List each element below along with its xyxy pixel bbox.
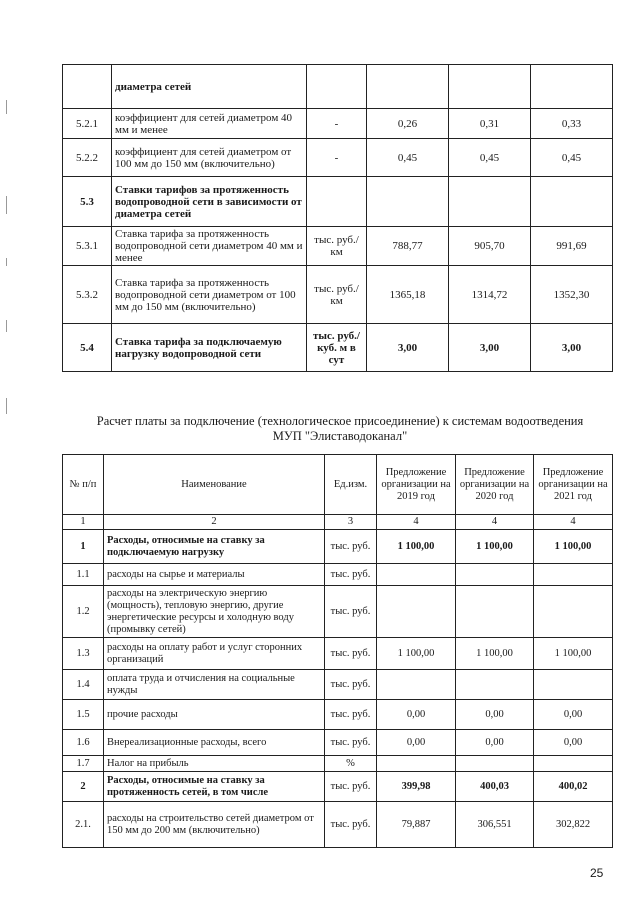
row-number: 1.5 (63, 700, 104, 730)
row-name: прочие расходы (104, 700, 325, 730)
value-2019: 79,887 (377, 802, 456, 848)
value-2020 (456, 564, 534, 586)
value-2020: 3,00 (449, 324, 531, 372)
value-2021: 1 100,00 (534, 530, 613, 564)
row-name: Внереализационные расходы, всего (104, 730, 325, 756)
row-number: 1.1 (63, 564, 104, 586)
row-name: Ставка тарифа за подключаемую нагрузку водопроводной сети (112, 324, 307, 372)
value-2020: 0,00 (456, 700, 534, 730)
value-2021 (534, 564, 613, 586)
row-unit: тыс. руб. (325, 530, 377, 564)
row-unit: тыс. руб. (325, 670, 377, 700)
value-2021 (531, 177, 613, 227)
value-2020: 1314,72 (449, 266, 531, 324)
table-row (63, 586, 613, 638)
row-name: коэффициент для сетей диаметром от 100 мм до 150 мм (включительно) (112, 139, 307, 177)
row-name: Ставка тарифа за протяженность водопроводной сети диаметром 40 мм и менее (112, 227, 307, 266)
table-row (63, 756, 613, 772)
section-title-line1: Расчет платы за подключение (технологическое присоединение) к системам водоотведения (96, 414, 584, 428)
row-unit (307, 65, 367, 109)
binding-marks (0, 0, 20, 905)
header-name: Наименование (104, 455, 325, 515)
index-cell: 2 (104, 515, 325, 530)
row-number: 5.3.2 (63, 266, 112, 324)
row-name: расходы на оплату работ и услуг сторонних организаций (104, 638, 325, 670)
row-name: расходы на электрическую энергию (мощность), тепловую энергию, другие энергетические ресурсы и холодную воду (промывку сетей) (104, 586, 325, 638)
row-number (63, 65, 112, 109)
row-unit: тыс. руб./ куб. м в сут (307, 324, 367, 372)
table-row (63, 177, 613, 227)
value-2020: 0,45 (449, 139, 531, 177)
value-2019 (377, 586, 456, 638)
value-2020: 1 100,00 (456, 530, 534, 564)
row-name: Расходы, относимые на ставку за протяженность сетей, в том числе (104, 772, 325, 802)
row-number: 5.3.1 (63, 227, 112, 266)
value-2019: 1 100,00 (377, 530, 456, 564)
value-2019 (377, 564, 456, 586)
row-name: Расходы, относимые на ставку за подключаемую нагрузку (104, 530, 325, 564)
row-name: коэффициент для сетей диаметром 40 мм и менее (112, 109, 307, 139)
row-unit (307, 177, 367, 227)
row-unit: тыс. руб. (325, 638, 377, 670)
header-2021: Предложение организации на 2021 год (534, 455, 613, 515)
value-2019: 0,00 (377, 730, 456, 756)
value-2020: 905,70 (449, 227, 531, 266)
value-2021: 1352,30 (531, 266, 613, 324)
row-name: Ставки тарифов за протяженность водопроводной сети в зависимости от диаметра сетей (112, 177, 307, 227)
row-name: Налог на прибыль (104, 756, 325, 772)
row-number: 2.1. (63, 802, 104, 848)
index-row (63, 515, 613, 530)
value-2021: 0,00 (534, 730, 613, 756)
value-2021 (534, 756, 613, 772)
header-2020: Предложение организации на 2020 год (456, 455, 534, 515)
value-2021: 302,822 (534, 802, 613, 848)
table-row (63, 772, 613, 802)
value-2021: 0,45 (531, 139, 613, 177)
value-2019: 788,77 (367, 227, 449, 266)
value-2019: 0,00 (377, 700, 456, 730)
row-number: 1.2 (63, 586, 104, 638)
table-row (63, 730, 613, 756)
value-2020 (456, 670, 534, 700)
value-2021: 3,00 (531, 324, 613, 372)
header-unit: Ед.изм. (325, 455, 377, 515)
table-row (63, 109, 613, 139)
value-2019: 3,00 (367, 324, 449, 372)
index-cell: 3 (325, 515, 377, 530)
value-2019: 399,98 (377, 772, 456, 802)
row-name: диаметра сетей (112, 65, 307, 109)
value-2020: 0,00 (456, 730, 534, 756)
row-unit: тыс. руб. (325, 772, 377, 802)
row-number: 5.4 (63, 324, 112, 372)
value-2020 (449, 65, 531, 109)
row-unit: тыс. руб. (325, 564, 377, 586)
value-2019: 1365,18 (367, 266, 449, 324)
header-num: № п/п (63, 455, 104, 515)
index-cell: 4 (456, 515, 534, 530)
table-row (63, 700, 613, 730)
value-2019 (367, 177, 449, 227)
value-2020 (456, 586, 534, 638)
row-unit: тыс. руб. (325, 700, 377, 730)
row-unit: тыс. руб. (325, 586, 377, 638)
value-2019: 1 100,00 (377, 638, 456, 670)
table-row (63, 638, 613, 670)
table-row (63, 139, 613, 177)
page-number: 25 (590, 866, 604, 880)
row-name: оплата труда и отчисления на социальные нужды (104, 670, 325, 700)
value-2020: 306,551 (456, 802, 534, 848)
value-2019 (377, 670, 456, 700)
value-2021: 1 100,00 (534, 638, 613, 670)
value-2020: 400,03 (456, 772, 534, 802)
row-name: Ставка тарифа за протяженность водопроводной сети диаметром от 100 мм до 150 мм (включительно) (112, 266, 307, 324)
row-number: 2 (63, 772, 104, 802)
header-row (63, 455, 613, 515)
row-number: 5.2.2 (63, 139, 112, 177)
value-2021 (534, 586, 613, 638)
table-row (63, 670, 613, 700)
row-number: 5.3 (63, 177, 112, 227)
row-name: расходы на строительство сетей диаметром от 150 мм до 200 мм (включительно) (104, 802, 325, 848)
row-number: 1.7 (63, 756, 104, 772)
index-cell: 4 (534, 515, 613, 530)
value-2021: 0,33 (531, 109, 613, 139)
row-number: 1.6 (63, 730, 104, 756)
value-2021 (534, 670, 613, 700)
row-unit: - (307, 109, 367, 139)
value-2021 (531, 65, 613, 109)
row-unit: тыс. руб. (325, 802, 377, 848)
row-unit: % (325, 756, 377, 772)
section-title-line2: МУП "Элиставодоканал" (272, 429, 408, 443)
table-row (63, 65, 613, 109)
value-2019: 0,26 (367, 109, 449, 139)
value-2020: 1 100,00 (456, 638, 534, 670)
value-2021: 991,69 (531, 227, 613, 266)
table-row (63, 227, 613, 266)
section-title (40, 414, 640, 444)
tariff-table (62, 64, 613, 372)
row-unit: тыс. руб./км (307, 227, 367, 266)
value-2019 (377, 756, 456, 772)
row-number: 1 (63, 530, 104, 564)
table-row (63, 266, 613, 324)
index-cell: 1 (63, 515, 104, 530)
value-2020 (456, 756, 534, 772)
table-row (63, 324, 613, 372)
row-unit: тыс. руб./км (307, 266, 367, 324)
row-unit: - (307, 139, 367, 177)
row-number: 5.2.1 (63, 109, 112, 139)
value-2020 (449, 177, 531, 227)
row-name: расходы на сырье и материалы (104, 564, 325, 586)
value-2019 (367, 65, 449, 109)
table-row (63, 530, 613, 564)
connection-fee-table (62, 454, 613, 848)
value-2021: 400,02 (534, 772, 613, 802)
value-2019: 0,45 (367, 139, 449, 177)
header-2019: Предложение организации на 2019 год (377, 455, 456, 515)
row-number: 1.3 (63, 638, 104, 670)
index-cell: 4 (377, 515, 456, 530)
table-row (63, 802, 613, 848)
value-2020: 0,31 (449, 109, 531, 139)
row-unit: тыс. руб. (325, 730, 377, 756)
row-number: 1.4 (63, 670, 104, 700)
value-2021: 0,00 (534, 700, 613, 730)
table-row (63, 564, 613, 586)
